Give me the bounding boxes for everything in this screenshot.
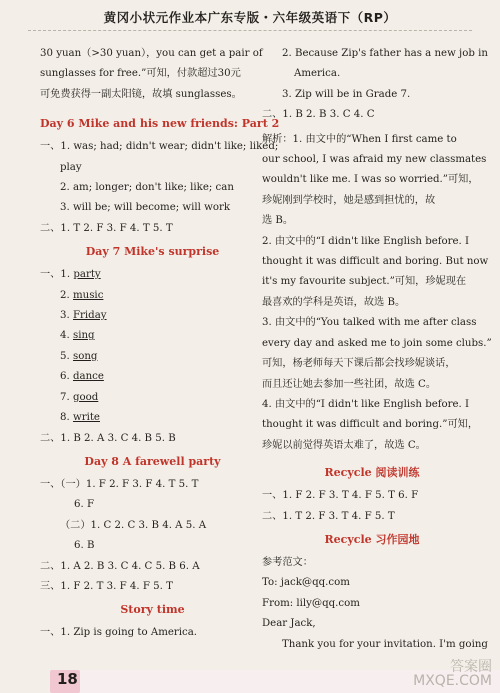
explanation-line: 最喜欢的学科是英语，故选 B。: [262, 296, 406, 308]
answer-line: [40, 326, 265, 346]
answer-line: 一、1. F 2. F 3. T 4. F 5. T 6. F: [262, 490, 419, 502]
explanation-line: it's my favourite subject.”可知，珍妮现在: [262, 276, 467, 288]
answer-line: 一、（一）1. F 2. F 3. F 4. T 5. T: [40, 478, 199, 490]
answer-line: 6. F: [74, 499, 95, 511]
answer-word: good: [72, 391, 99, 403]
sample-essay-line: From: lily@qq.com: [262, 597, 360, 609]
answer-line: [40, 347, 265, 367]
sample-essay-line: Thank you for your invitation. I'm going: [282, 638, 488, 650]
story-time-heading: Story time: [120, 603, 185, 617]
answer-line: [40, 367, 265, 387]
answer-word: Friday: [72, 310, 107, 322]
item-number: 5.: [60, 350, 70, 362]
item-number: 1.: [60, 269, 71, 281]
explanation-line: thought it was difficult and boring.”可知，: [262, 419, 479, 431]
answer-line: [40, 408, 265, 428]
answer-line: [40, 388, 265, 408]
answer-line: 二、1. B 2. B 3. C 4. C: [262, 109, 375, 121]
explanation-line: 选 B。: [262, 215, 294, 227]
explanation-line: 解析：1. 由文中的“When I first came to: [262, 133, 457, 145]
right-column: [262, 44, 492, 655]
recycle-reading-heading: Recycle 阅读训练: [324, 466, 420, 480]
answer-line: 3. Zip will be in Grade 7.: [282, 88, 411, 100]
answer-word: song: [72, 350, 98, 362]
page-header: [0, 0, 500, 36]
intro-line: 30 yuan（>30 yuan），you can get a pair of: [40, 48, 263, 59]
explanation-line: thought it was difficult and boring. But now: [262, 256, 489, 268]
answer-word: write: [72, 412, 100, 424]
explanation-line: 而且还让她去参加一些社团，故选 C。: [262, 378, 437, 390]
day8-heading: Day 8 A farewell party: [84, 454, 221, 468]
explanation-line: 珍妮刚到学校时，她是感到担忧的，故: [262, 194, 436, 206]
answer-line: 2. am; longer; don't like; like; can: [60, 182, 234, 194]
explanation-line: wouldn't like me. I was so worried.”可知，: [262, 174, 479, 186]
sample-essay-line: 参考范文：: [262, 556, 313, 568]
explanation-line: 2. 由文中的“I didn't like English before. I: [262, 235, 470, 247]
answer-line: 三、1. F 2. T 3. F 4. F 5. T: [40, 580, 173, 592]
day6-heading: Day 6 Mike and his new friends: Part 2: [40, 117, 280, 131]
answer-line: 二、1. T 2. F 3. F 4. T 5. T: [40, 222, 173, 234]
sample-essay-line: Dear Jack,: [262, 618, 316, 630]
answer-word: dance: [72, 371, 104, 383]
page-number: 18: [57, 670, 78, 688]
intro-line: 可免费获得一副太阳镜，故填 sunglasses。: [40, 88, 242, 100]
item-number: 2.: [60, 289, 70, 301]
day7-heading: Day 7 Mike's surprise: [85, 245, 220, 259]
answer-line: 一、1. was; had; didn't wear; didn't like; liked;: [40, 141, 279, 153]
answer-line: 3. will be; will become; will work: [60, 202, 231, 214]
answer-line: play: [60, 161, 82, 173]
item-number: 6.: [60, 371, 70, 383]
recycle-writing-heading: Recycle 习作园地: [324, 532, 420, 546]
explanation-line: 3. 由文中的“You talked with me after class: [262, 317, 477, 329]
explanation-line: 可知，杨老师每天下课后都会找珍妮谈话，: [262, 358, 456, 370]
answer-line: 一、1. Zip is going to America.: [40, 627, 198, 639]
book-title: 黄冈小状元作业本广东专版・六年级英语下（RP）: [103, 10, 397, 25]
item-number: 3.: [60, 310, 70, 322]
section-number: 一、: [40, 269, 61, 281]
item-number: 4.: [60, 330, 70, 342]
answer-line: America.: [294, 68, 341, 80]
answer-word: music: [72, 289, 104, 301]
answer-line: （二）1. C 2. C 3. B 4. A 5. A: [60, 519, 207, 531]
watermark-logo: 答案圈 MXQE.COM: [413, 659, 492, 689]
answer-line: 二、1. B 2. A 3. C 4. B 5. B: [40, 432, 176, 444]
answer-line: 2. Because Zip's father has a new job in: [282, 48, 488, 59]
answer-line: [40, 306, 265, 326]
answer-line: [40, 265, 265, 285]
answer-line: 二、1. T 2. F 3. T 4. F 5. T: [262, 510, 395, 522]
explanation-line: 4. 由文中的“I didn't like English before. I: [262, 398, 470, 410]
sample-essay-line: To: jack@qq.com: [262, 577, 350, 589]
intro-line: sunglasses for free.”可知，付款超过30元: [40, 68, 241, 80]
answer-word: party: [73, 269, 101, 281]
explanation-line: 珍妮以前觉得英语太难了，故选 C。: [262, 439, 426, 451]
answer-line: 二、1. A 2. B 3. C 4. C 5. B 6. A: [40, 560, 200, 572]
answer-line: [40, 286, 265, 306]
answer-line: 6. B: [74, 540, 95, 552]
item-number: 7.: [60, 391, 70, 403]
header-divider: [28, 30, 472, 31]
explanation-line: every day and asked me to join some clubs.”: [262, 337, 492, 349]
answer-word: sing: [72, 330, 95, 342]
item-number: 8.: [60, 412, 70, 424]
explanation-line: our school, I was afraid my new classmates: [262, 154, 487, 166]
